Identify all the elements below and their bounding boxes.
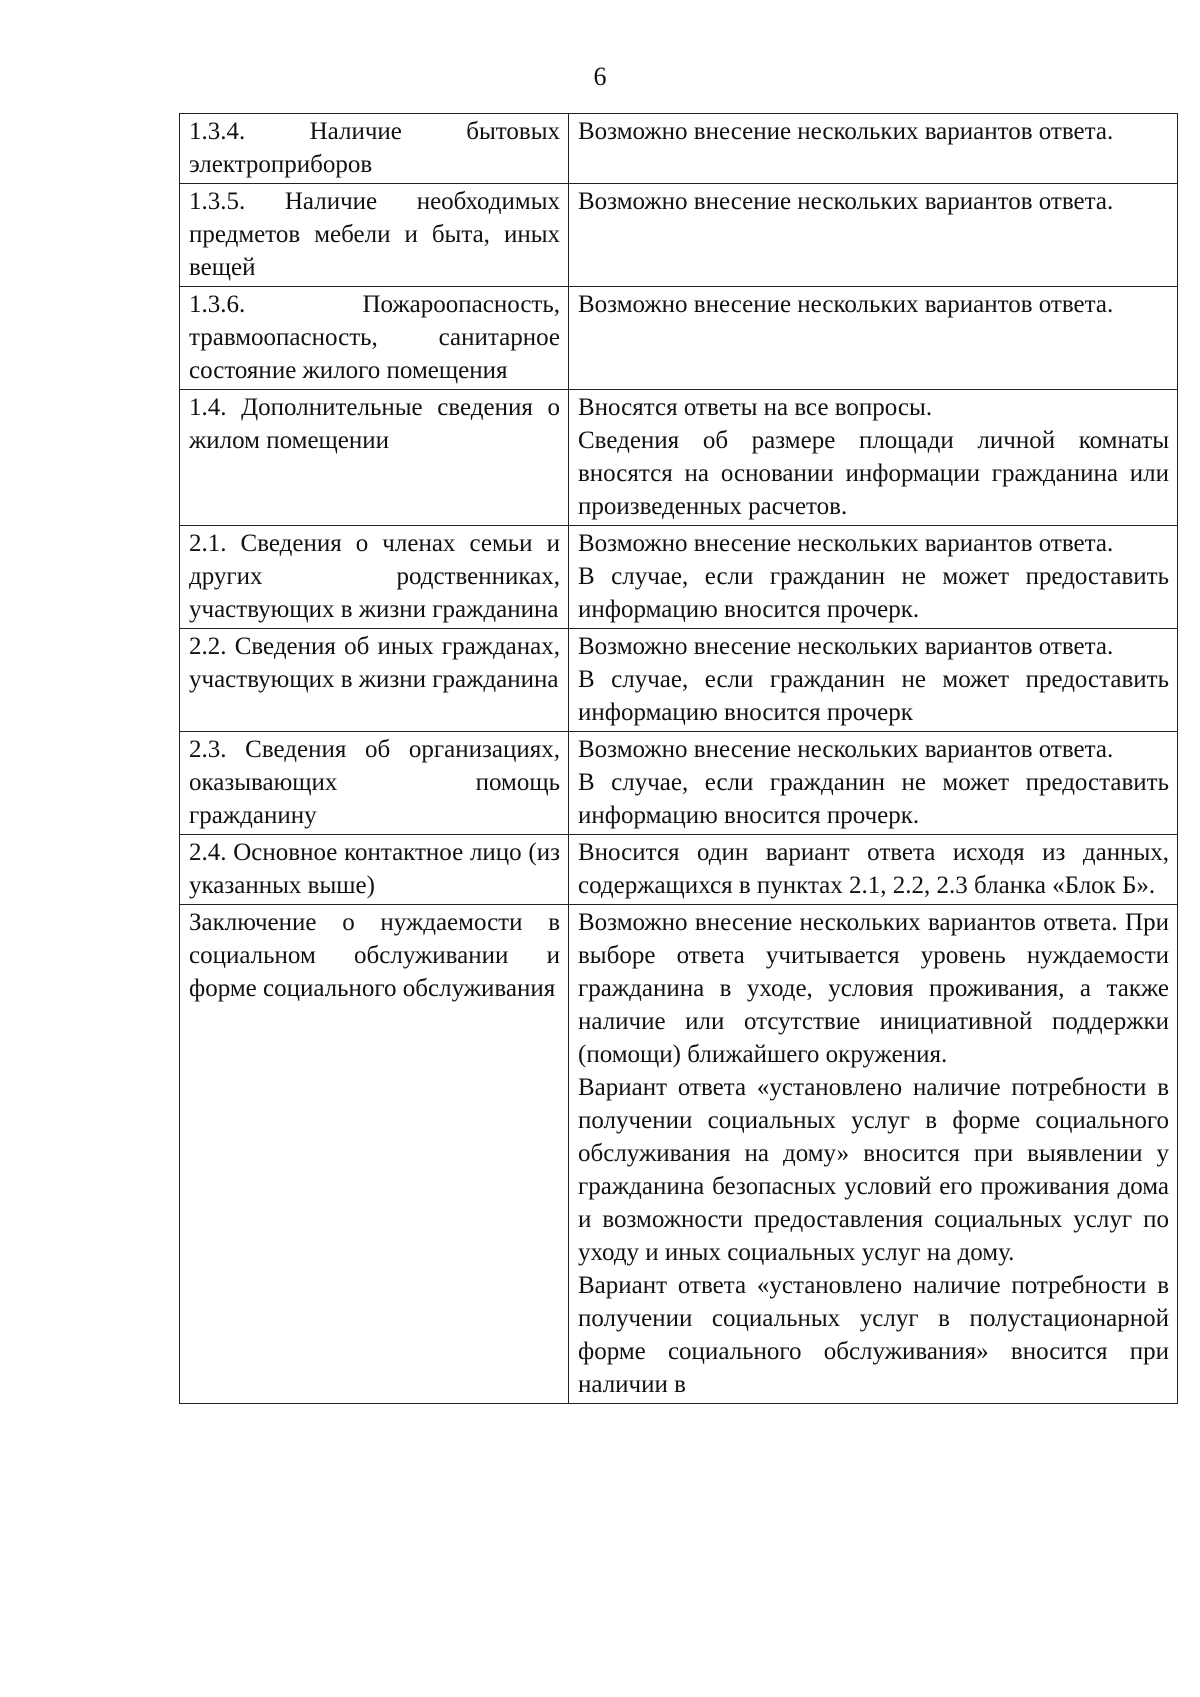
table-row (180, 390, 1178, 526)
instruction-paragraph: Вариант ответа «установлено наличие потребности в получении социальных услуг в полустационарной форме социального обслуживания» вносится при наличии в (578, 1272, 1169, 1398)
instruction-paragraph: Вносится один вариант ответа исходя из данных, содержащихся в пунктах 2.1, 2.2, 2.3 бланка «Блок Б». (578, 839, 1169, 899)
instruction-paragraph: Возможно внесение нескольких вариантов ответа. При выборе ответа учитывается уровень нуждаемости гражданина в уходе, условия проживания, а также наличие или отсутствие инициативной поддержки (помощи) ближайшего окружения. (578, 909, 1169, 1068)
instruction-paragraph: Возможно внесение нескольких вариантов ответа. (578, 736, 1114, 763)
row-instructions (569, 287, 1178, 390)
row-label: 1.3.5. Наличие необходимых предметов мебели и быта, иных вещей (180, 184, 569, 287)
instruction-paragraph: Возможно внесение нескольких вариантов ответа. (578, 633, 1114, 660)
instruction-paragraph: В случае, если гражданин не может предоставить информацию вносится прочерк. (578, 563, 1169, 623)
instruction-paragraph: Возможно внесение нескольких вариантов ответа. (578, 530, 1114, 557)
table-row (180, 629, 1178, 732)
table-row (180, 184, 1178, 287)
instruction-paragraph: Возможно внесение нескольких вариантов ответа. (578, 291, 1114, 318)
row-instructions (569, 184, 1178, 287)
table-row (180, 287, 1178, 390)
instruction-paragraph: Возможно внесение нескольких вариантов ответа. (578, 118, 1114, 145)
row-instructions (569, 114, 1178, 184)
row-label: 2.2. Сведения об иных гражданах, участвующих в жизни гражданина (180, 629, 569, 732)
row-instructions (569, 732, 1178, 835)
row-instructions (569, 905, 1178, 1404)
row-instructions (569, 526, 1178, 629)
table-row (180, 732, 1178, 835)
instruction-paragraph: Вносятся ответы на все вопросы. (578, 394, 933, 421)
instruction-paragraph: В случае, если гражданин не может предоставить информацию вносится прочерк. (578, 769, 1169, 829)
table-row (180, 114, 1178, 184)
row-label: Заключение о нуждаемости в социальном обслуживании и форме социального обслуживания (180, 905, 569, 1404)
row-instructions (569, 390, 1178, 526)
row-instructions (569, 835, 1178, 905)
row-label: 2.3. Сведения об организациях, оказывающих помощь гражданину (180, 732, 569, 835)
row-label: 2.4. Основное контактное лицо (из указанных выше) (180, 835, 569, 905)
row-label: 1.4. Дополнительные сведения о жилом помещении (180, 390, 569, 526)
table-row (180, 526, 1178, 629)
row-label: 2.1. Сведения о членах семьи и других родственниках, участвующих в жизни гражданина (180, 526, 569, 629)
instruction-paragraph: Вариант ответа «установлено наличие потребности в получении социальных услуг в форме социального обслуживания на дому» вносится при выявлении у гражданина безопасных условий его проживания дома и возможности предоставления социальных услуг по уходу и иных социальных услуг на дому. (578, 1074, 1169, 1266)
row-label: 1.3.4. Наличие бытовых электроприборов (180, 114, 569, 184)
table-row (180, 905, 1178, 1404)
page-number: 6 (593, 62, 607, 91)
instructions-table (179, 113, 1178, 1404)
instruction-paragraph: Возможно внесение нескольких вариантов ответа. (578, 188, 1114, 215)
instruction-paragraph: В случае, если гражданин не может предоставить информацию вносится прочерк (578, 666, 1169, 726)
row-label: 1.3.6. Пожароопасность, травмоопасность, санитарное состояние жилого помещения (180, 287, 569, 390)
row-instructions (569, 629, 1178, 732)
table-row (180, 835, 1178, 905)
instruction-paragraph: Сведения об размере площади личной комнаты вносятся на основании информации гражданина или произведенных расчетов. (578, 427, 1169, 520)
